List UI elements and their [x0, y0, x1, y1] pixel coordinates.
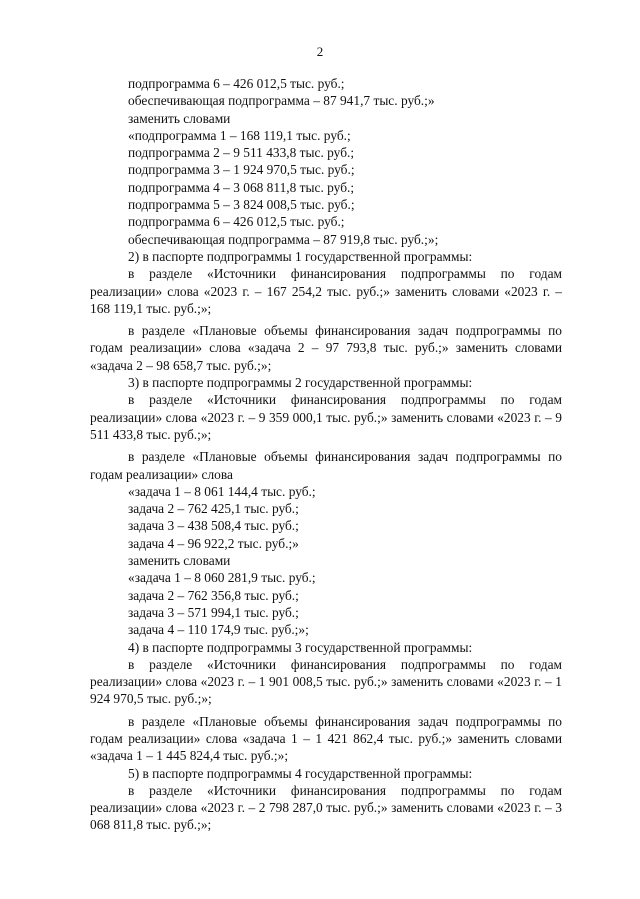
text-line: задача 4 – 110 174,9 тыс. руб.;»; [128, 622, 309, 638]
text-line: обеспечивающая подпрограмма – 87 941,7 тыс. руб.;» [128, 93, 435, 109]
paragraph: в разделе «Плановые объемы финансирования задач подпрограммы по годам реализации» слова «задача 2 – 97 793,8 тыс. руб.;» заменить словами «задача 2 – 98 658,7 тыс. руб.;»; [90, 323, 562, 373]
text-line: «задача 1 – 8 061 144,4 тыс. руб.; [128, 483, 316, 499]
text-line: задача 3 – 438 508,4 тыс. руб.; [128, 518, 299, 534]
text-line: задача 2 – 762 425,1 тыс. руб.; [128, 501, 299, 517]
text-line: подпрограмма 5 – 3 824 008,5 тыс. руб.; [128, 197, 355, 213]
paragraph: в разделе «Плановые объемы финансирования задач подпрограммы по годам реализации» слова «задача 1 – 1 421 862,4 тыс. руб.;» заменить словами «задача 1 – 1 445 824,4 тыс. руб.;»; [90, 713, 562, 764]
text-line: заменить словами [128, 553, 231, 569]
text-line: подпрограмма 3 – 1 924 970,5 тыс. руб.; [128, 162, 355, 178]
text-line: подпрограмма 6 – 426 012,5 тыс. руб.; [128, 76, 345, 91]
subsection-heading: 5) в паспорте подпрограммы 4 государственной программы: [128, 765, 473, 781]
subsection-heading: 4) в паспорте подпрограммы 3 государственной программы: [128, 639, 473, 655]
text-line: подпрограмма 6 – 426 012,5 тыс. руб.; [128, 214, 345, 230]
text-line: «задача 1 – 8 060 281,9 тыс. руб.; [128, 570, 316, 586]
paragraph: в разделе «Источники финансирования подпрограммы по годам реализации» слова «2023 г. – 1 901 008,5 тыс. руб.;» заменить словами «2023 г. – 1 924 970,5 тыс. руб.;»; [90, 656, 562, 707]
text-line: подпрограмма 2 – 9 511 433,8 тыс. руб.; [128, 145, 355, 161]
text-line: обеспечивающая подпрограмма – 87 919,8 тыс. руб.;»; [128, 231, 439, 247]
subsection-heading: 3) в паспорте подпрограммы 2 государственной программы: [128, 375, 473, 391]
paragraph: в разделе «Источники финансирования подпрограммы по годам реализации» слова «2023 г. – 2 798 287,0 тыс. руб.;» заменить словами «2023 г. – 3 068 811,8 тыс. руб.;»; [90, 782, 562, 833]
text-line: подпрограмма 4 – 3 068 811,8 тыс. руб.; [128, 179, 355, 195]
paragraph: в разделе «Источники финансирования подпрограммы по годам реализации» слова «2023 г. – 9 359 000,1 тыс. руб.;» заменить словами «2023 г. – 9 511 433,8 тыс. руб.;»; [90, 392, 562, 442]
subsection-heading: 2) в паспорте подпрограммы 1 государственной программы: [128, 248, 473, 264]
text-line: задача 3 – 571 994,1 тыс. руб.; [128, 604, 299, 620]
text-line: «подпрограмма 1 – 168 119,1 тыс. руб.; [128, 127, 351, 143]
text-line: задача 4 – 96 922,2 тыс. руб.;» [128, 535, 299, 551]
paragraph: в разделе «Источники финансирования подпрограммы по годам реализации» слова «2023 г. – 167 254,2 тыс. руб.;» заменить словами «2023 г. – 168 119,1 тыс. руб.;»; [90, 266, 562, 316]
text-line: заменить словами [128, 110, 231, 126]
text-line: задача 2 – 762 356,8 тыс. руб.; [128, 587, 299, 603]
document-body [90, 75, 562, 834]
page-number: 2 [316, 44, 324, 59]
paragraph: в разделе «Плановые объемы финансирования задач подпрограммы по годам реализации» слова [90, 449, 562, 482]
